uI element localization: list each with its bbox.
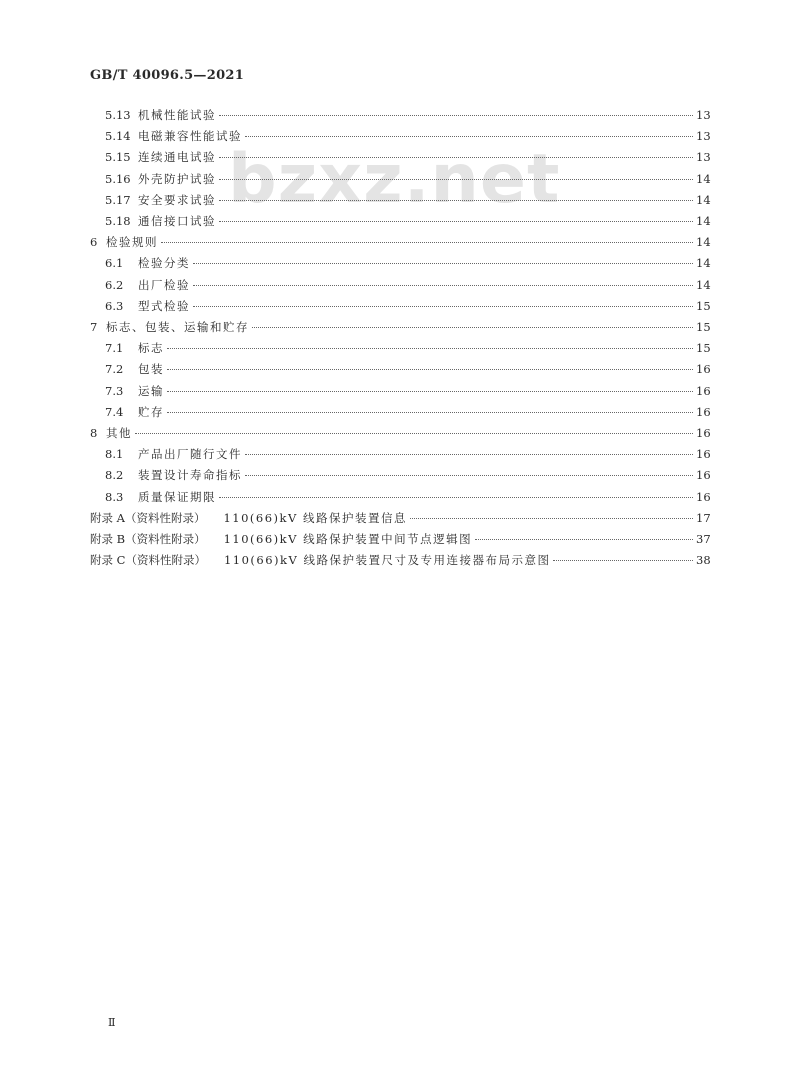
toc-entry[interactable] [105, 467, 710, 483]
toc-entry[interactable] [90, 531, 710, 547]
toc-entry-page: 16 [696, 383, 711, 398]
toc-entry-number: 5.16 [105, 171, 131, 186]
toc-entry-title: 运输 [138, 383, 164, 398]
toc-entry-title: 电磁兼容性能试验 [138, 129, 242, 144]
toc-dot-leader [252, 326, 693, 328]
toc-dot-leader [193, 284, 693, 286]
toc-entry-page: 16 [696, 447, 711, 462]
toc-entry-page: 13 [696, 150, 711, 165]
toc-entry[interactable] [105, 149, 710, 165]
toc-dot-leader [219, 178, 693, 180]
toc-entry-number: 7.4 [105, 404, 124, 419]
toc-dot-leader [553, 559, 693, 561]
toc-entry-page: 16 [696, 468, 711, 483]
toc-dot-leader [219, 496, 693, 498]
toc-entry[interactable] [105, 404, 710, 420]
toc-entry-number: 附录 B（资料性附录） [90, 532, 206, 546]
toc-dot-leader [219, 156, 693, 158]
toc-entry-title: 包装 [138, 362, 164, 377]
toc-entry[interactable] [105, 255, 710, 271]
toc-entry-title: 产品出厂随行文件 [138, 447, 242, 462]
toc-entry-page: 37 [696, 532, 711, 546]
toc-entry-title: 标志 [138, 341, 164, 356]
toc-dot-leader [193, 262, 693, 264]
toc-entry-number: 6 [90, 235, 98, 250]
toc-entry-number: 附录 A（资料性附录） [90, 510, 206, 525]
toc-dot-leader [135, 432, 693, 434]
toc-entry-number: 附录 C（资料性附录） [90, 553, 206, 568]
toc-entry-page: 14 [696, 192, 711, 207]
toc-entry-title: 标志、包装、运输和贮存 [106, 320, 249, 334]
toc-entry-title: 检验规则 [106, 235, 158, 250]
toc-entry-number: 5.18 [105, 214, 131, 228]
toc-dot-leader [167, 368, 693, 370]
toc-dot-leader [167, 390, 693, 392]
toc-dot-leader [167, 347, 693, 349]
toc-entry[interactable] [90, 425, 710, 441]
toc-entry-title: 质量保证期限 [138, 489, 216, 504]
toc-entry[interactable] [105, 298, 710, 314]
toc-entry-title: 型式检验 [138, 298, 190, 313]
toc-entry[interactable] [105, 192, 710, 208]
toc-entry-number: 8.1 [105, 447, 124, 462]
toc-entry[interactable] [105, 213, 710, 229]
toc-entry-page: 38 [696, 553, 711, 568]
toc-entry-title: 通信接口试验 [138, 214, 216, 228]
document-header: GB/T 40096.5—2021 [90, 68, 245, 83]
toc-entry-number: 7 [90, 320, 98, 334]
toc-dot-leader [193, 305, 693, 307]
toc-entry[interactable] [105, 446, 710, 462]
toc-entry-page: 13 [696, 108, 711, 122]
toc-entry[interactable] [105, 340, 710, 356]
toc-entry-number: 8.2 [105, 468, 124, 483]
toc-entry-title: 检验分类 [138, 256, 190, 271]
toc-entry-number: 5.13 [105, 108, 131, 122]
toc-dot-leader [475, 538, 693, 540]
toc-entry-page: 17 [696, 510, 711, 525]
toc-dot-leader [167, 411, 693, 413]
toc-entry-page: 16 [696, 404, 711, 419]
toc-entry[interactable] [105, 171, 710, 187]
toc-entry-number: 5.14 [105, 129, 131, 144]
toc-dot-leader [245, 474, 693, 476]
toc-entry[interactable] [90, 552, 710, 568]
toc-entry[interactable] [90, 510, 710, 526]
toc-entry-number: 7.2 [105, 362, 124, 377]
toc-entry[interactable] [105, 107, 710, 123]
toc-entry-number: 8.3 [105, 489, 124, 504]
toc-entry-page: 13 [696, 129, 711, 144]
toc-entry[interactable] [105, 128, 710, 144]
toc-entry-number: 6.1 [105, 256, 124, 271]
toc-entry-number: 5.17 [105, 192, 131, 207]
toc-entry-number: 7.1 [105, 341, 124, 356]
toc-entry-page: 15 [696, 298, 711, 313]
toc-dot-leader [245, 135, 693, 137]
toc-entry-page: 15 [696, 320, 711, 334]
toc-entry-title: 机械性能试验 [138, 108, 216, 122]
toc-entry[interactable] [105, 361, 710, 377]
toc-entry-title: 其他 [106, 426, 132, 440]
toc-entry-title: 贮存 [138, 404, 164, 419]
toc-entry[interactable] [90, 319, 710, 335]
toc-entry-page: 14 [696, 214, 711, 228]
toc-entry-title: 110(66)kV 线路保护装置中间节点逻辑图 [223, 532, 473, 546]
toc-entry[interactable] [105, 489, 710, 505]
toc-entry-number: 8 [90, 426, 98, 440]
toc-entry-page: 14 [696, 171, 711, 186]
toc-entry-title: 安全要求试验 [138, 192, 216, 207]
toc-entry-title: 110(66)kV 线路保护装置信息 [223, 510, 407, 525]
toc-dot-leader [245, 453, 693, 455]
toc-entry-page: 16 [696, 362, 711, 377]
toc-entry-title: 出厂检验 [138, 277, 190, 292]
toc-dot-leader [410, 517, 693, 519]
toc-entry-page: 15 [696, 341, 711, 356]
toc-entry[interactable] [105, 277, 710, 293]
toc-entry-title: 外壳防护试验 [138, 171, 216, 186]
toc-entry[interactable] [105, 383, 710, 399]
toc-dot-leader [161, 241, 693, 243]
toc-entry-number: 5.15 [105, 150, 131, 165]
toc-entry-page: 14 [696, 277, 711, 292]
watermark: bzxz.net [228, 140, 561, 219]
toc-entry-title: 装置设计寿命指标 [138, 468, 242, 483]
toc-entry-number: 6.2 [105, 277, 124, 292]
toc-entry-title: 110(66)kV 线路保护装置尺寸及专用连接器布局示意图 [223, 553, 551, 568]
toc-dot-leader [219, 199, 693, 201]
toc-entry-number: 6.3 [105, 298, 124, 313]
toc-entry-page: 16 [696, 489, 711, 504]
toc-entry-number: 7.3 [105, 383, 124, 398]
toc-entry-page: 14 [696, 256, 711, 271]
toc-entry[interactable] [90, 234, 710, 250]
toc-entry-title: 连续通电试验 [138, 150, 216, 165]
toc-entry-page: 14 [696, 235, 711, 250]
toc-dot-leader [219, 114, 693, 116]
toc-dot-leader [219, 220, 693, 222]
page-number: Ⅱ [108, 1016, 115, 1029]
toc-entry-page: 16 [696, 426, 711, 440]
